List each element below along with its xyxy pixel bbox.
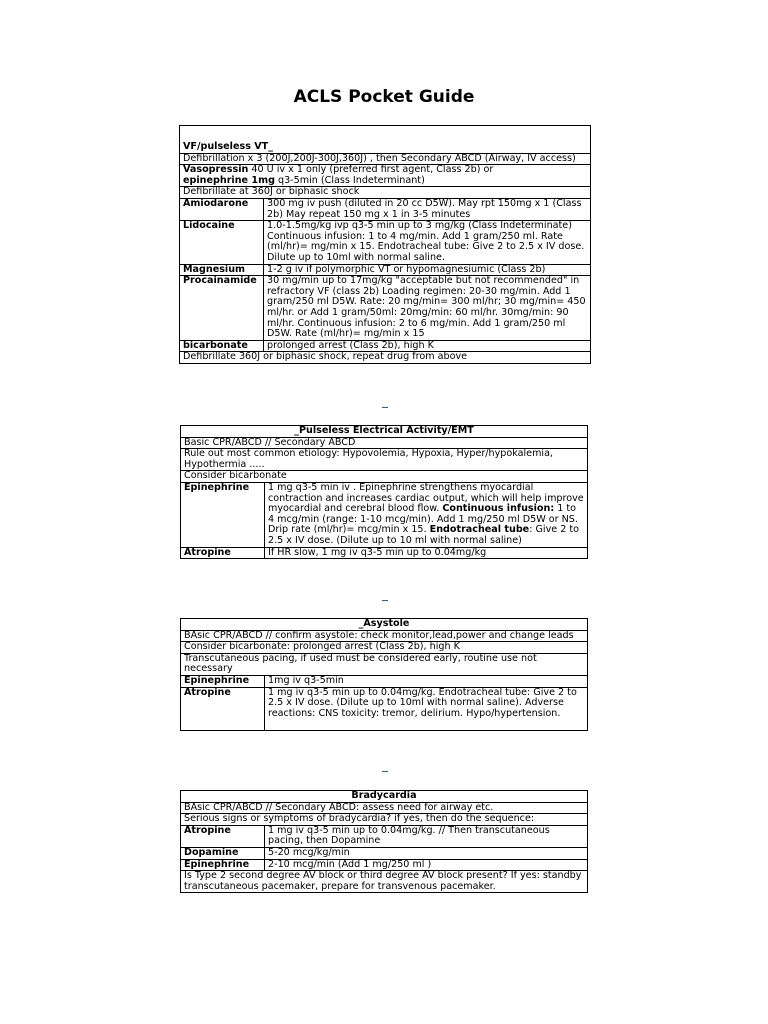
drug-name: Epinephrine bbox=[181, 482, 265, 547]
table-row bbox=[181, 619, 588, 631]
endotracheal-text: : Give 2 to 2.5 x IV dose. (Dilute up to 10 ml with normal saline) bbox=[268, 524, 579, 546]
drug-dose bbox=[265, 482, 588, 547]
table-row bbox=[180, 352, 591, 364]
drug-name: Atropine bbox=[181, 547, 265, 559]
table-row bbox=[181, 675, 588, 687]
table-row bbox=[181, 449, 588, 471]
drug-name: Atropine bbox=[181, 825, 265, 847]
drug-name: Magnesium bbox=[180, 264, 264, 276]
drug-name: Lidocaine bbox=[180, 221, 264, 264]
asystole-header: _Asystole bbox=[181, 619, 588, 631]
epinephrine-text: 1 mg q3-5 min iv . Epinephrine strengthens myocardial contraction and increases cardiac output, which will help improve myocardial and cerebral blood flow. bbox=[268, 481, 584, 515]
drug-name: Epinephrine bbox=[181, 675, 265, 687]
table-row bbox=[181, 814, 588, 826]
drug-name: Atropine bbox=[181, 687, 265, 730]
asystole-table bbox=[180, 618, 588, 731]
table-row bbox=[180, 276, 591, 341]
bradycardia-table bbox=[180, 790, 588, 893]
pea-etiology-line: Rule out most common etiology: Hypovolemia, Hypoxia, Hyper/hypokalemia, Hypothermia ..... bbox=[181, 449, 588, 471]
table-row bbox=[181, 871, 588, 893]
vasopressin-label: Vasopressin bbox=[183, 164, 249, 176]
table-row bbox=[181, 426, 588, 438]
table-row bbox=[181, 802, 588, 814]
bradycardia-footer: Is Type 2 second degree AV block or third degree AV block present? If yes: standby transcutaneous pacemaker, prepare for transvenous pacemaker. bbox=[181, 871, 588, 893]
table-row bbox=[180, 221, 591, 264]
table-row bbox=[181, 547, 588, 559]
bradycardia-signs-line: Serious signs or symptoms of bradycardia? if yes, then do the sequence: bbox=[181, 814, 588, 826]
table-row bbox=[181, 847, 588, 859]
drug-dose: 2-10 mcg/min (Add 1 mg/250 ml ) bbox=[265, 859, 588, 871]
vasopressin-text: 40 U iv x 1 only (preferred first agent, Class 2b) or bbox=[248, 164, 494, 176]
table-row bbox=[181, 482, 588, 547]
epinephrine-label: epinephrine 1mg bbox=[183, 174, 275, 186]
drug-dose: prolonged arrest (Class 2b), high K bbox=[264, 340, 591, 352]
vf-defib-line: Defibrillation x 3 (200J,200J-300J,360J) , then Secondary ABCD (Airway, IV access) bbox=[180, 153, 591, 165]
vf-table bbox=[179, 125, 591, 364]
table-row bbox=[181, 825, 588, 847]
table-row bbox=[180, 198, 591, 220]
endotracheal-label: Endotracheal tube bbox=[429, 524, 530, 536]
vf-vasopressin-line bbox=[180, 165, 591, 187]
table-row bbox=[181, 471, 588, 483]
bradycardia-header: Bradycardia bbox=[181, 791, 588, 803]
table-row bbox=[180, 126, 591, 154]
pea-cpr-line: Basic CPR/ABCD // Secondary ABCD bbox=[181, 437, 588, 449]
separator-mark bbox=[382, 771, 388, 772]
vf-defib-360-line: Defibrillate at 360J or biphasic shock bbox=[180, 187, 591, 199]
asystole-cpr-line: BAsic CPR/ABCD // confirm asystole: check monitor,lead,power and change leads bbox=[181, 630, 588, 642]
drug-dose: 1 mg iv q3-5 min up to 0.04mg/kg. Endotracheal tube: Give 2 to 2.5 x IV dose. (Dilute up to 10ml with normal saline). Adverse reactions: CNS toxicity: tremor, delirium. Hypo/hypertension. bbox=[265, 687, 588, 730]
infusion-text: 1 to 4 mcg/min (range: 1-10 mcg/min). Add 1 mg/250 ml D5W or NS. Drip rate (ml/hr)= mcg/min x 15. bbox=[268, 503, 578, 536]
table-row bbox=[181, 642, 588, 654]
bradycardia-cpr-line: BAsic CPR/ABCD // Secondary ABCD: assess need for airway etc. bbox=[181, 802, 588, 814]
table-row bbox=[181, 791, 588, 803]
separator-mark bbox=[382, 600, 388, 601]
drug-dose: If HR slow, 1 mg iv q3-5 min up to 0.04mg/kg bbox=[265, 547, 588, 559]
drug-dose: 5-20 mcg/kg/min bbox=[265, 847, 588, 859]
vf-header: VF/pulseless VT_ bbox=[180, 126, 591, 154]
drug-dose: 30 mg/min up to 17mg/kg "acceptable but not recommended" in refractory VF (class 2b) Loading regimen: 20-30 mg/min. Add 1 gram/250 ml D5W. Rate: 20 mg/min= 300 ml/hr; 30 mg/min= 450 ml/hr. or Add 1 gram/50ml: 20mg/min: 60 ml/hr. 30mg/min: 90 ml/hr. Continuous infusion: 2 to 6 mg/min. Add 1 gram/250 ml D5W. Rate (ml/hr)= mg/min x 15 bbox=[264, 276, 591, 341]
table-row bbox=[181, 653, 588, 675]
table-row bbox=[180, 187, 591, 199]
page-title: ACLS Pocket Guide bbox=[293, 87, 475, 107]
continuous-infusion-label: Continuous infusion: bbox=[442, 503, 555, 515]
pea-header: _Pulseless Electrical Activity/EMT bbox=[181, 426, 588, 438]
drug-name: Amiodarone bbox=[180, 198, 264, 220]
drug-name: Dopamine bbox=[181, 847, 265, 859]
drug-dose: 300 mg iv push (diluted in 20 cc D5W). May rpt 150mg x 1 (Class 2b) May repeat 150 mg x 1 in 3-5 minutes bbox=[264, 198, 591, 220]
table-row bbox=[180, 264, 591, 276]
drug-name: Procainamide bbox=[180, 276, 264, 341]
table-row bbox=[181, 630, 588, 642]
pea-table bbox=[180, 425, 588, 559]
drug-dose: 1 mg iv q3-5 min up to 0.04mg/kg. // Then transcutaneous pacing, then Dopamine bbox=[265, 825, 588, 847]
table-row bbox=[180, 340, 591, 352]
drug-name: Epinephrine bbox=[181, 859, 265, 871]
asystole-bicarbonate-line: Consider bicarbonate: prolonged arrest (Class 2b), high K bbox=[181, 642, 588, 654]
pea-bicarbonate-line: Consider bicarbonate bbox=[181, 471, 588, 483]
drug-dose: 1mg iv q3-5min bbox=[265, 675, 588, 687]
separator-mark bbox=[382, 407, 388, 408]
table-row bbox=[180, 153, 591, 165]
drug-dose: 1-2 g iv if polymorphic VT or hypomagnesiumic (Class 2b) bbox=[264, 264, 591, 276]
drug-name: bicarbonate bbox=[180, 340, 264, 352]
drug-dose: 1.0-1.5mg/kg ivp q3-5 min up to 3 mg/kg (Class Indeterminate) Continuous infusion: 1 to 4 mg/min. Add 1 gram/250 ml. Rate (ml/hr)= mg/min x 15. Endotracheal tube: Give 2 to 2.5 x IV dose. Dilute up to 10ml with normal saline. bbox=[264, 221, 591, 264]
table-row bbox=[181, 437, 588, 449]
epinephrine-text: q3-5min (Class Indeterminant) bbox=[274, 174, 425, 186]
table-row bbox=[181, 687, 588, 730]
table-row bbox=[180, 165, 591, 187]
vf-footer: Defibrillate 360J or biphasic shock, repeat drug from above bbox=[180, 352, 591, 364]
table-row bbox=[181, 859, 588, 871]
asystole-pacing-line: Transcutaneous pacing, if used must be considered early, routine use not necessary bbox=[181, 653, 588, 675]
